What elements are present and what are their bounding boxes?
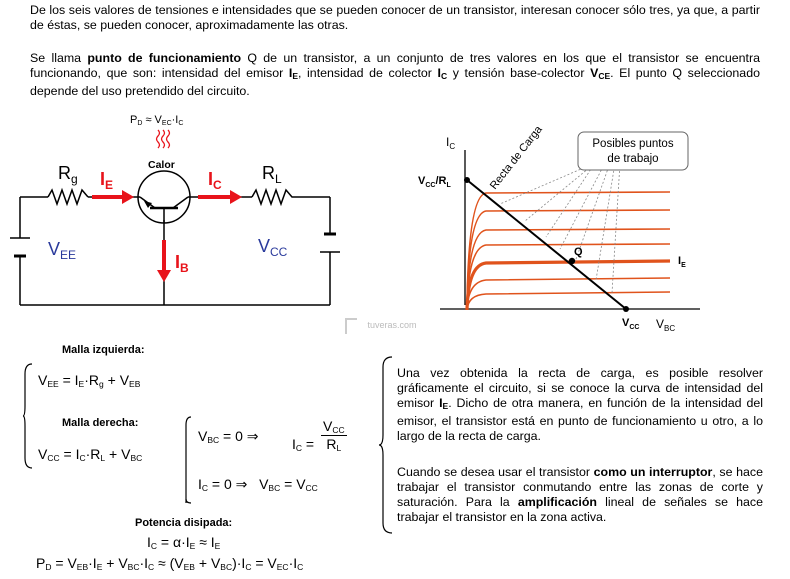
explain-brace: [378, 355, 394, 535]
equation-ic-zero: $I_C = 0$ ⇒ $V_{BC} = V_{CC}$: [198, 476, 318, 493]
malla-izquierda-label: Malla izquierda:: [62, 344, 145, 356]
intro-text-2c: , intensidad de colector: [298, 66, 438, 80]
rg-label: $R_g$: [58, 163, 78, 186]
implies-icon-2: ⇒: [235, 476, 248, 492]
ic-arrow-icon: [198, 190, 242, 204]
punto-funcionamiento-term: punto de funcionamiento: [87, 51, 242, 65]
q-point: [569, 258, 575, 264]
vcc-rl-point: [464, 177, 470, 183]
explain-paragraph-2: [397, 465, 763, 525]
calor-label: Calor: [148, 159, 175, 171]
intro-text-2d: y tensión base-colector: [447, 66, 591, 80]
rg-resistor: [48, 190, 88, 204]
explain-text-1a: Una vez obtenida la recta de carga, es posible resolver gráficamente el circuito, si se conoce la curva de intensidad del emisor: [397, 366, 763, 410]
vbc-axis-label: $V_{BC}$: [656, 317, 676, 333]
right-brace: [183, 415, 193, 505]
heat-icon: [157, 130, 170, 148]
transistor-symbol: [138, 171, 190, 223]
ic-label: $I_C$: [208, 169, 222, 192]
equation-pd: $P_D = V_{EB}\cdot I_E + V_{BC}\cdot I_C \approx (V_{EB} + V_{BC})\cdot I_C = V_{EC}\cdot I_C$: [36, 555, 304, 572]
vee-battery: [10, 238, 30, 256]
ie-arrow-icon: [92, 190, 134, 204]
ib-label: $I_B$: [175, 252, 189, 275]
intro-text-2a: Se llama: [30, 51, 88, 65]
intro-text-1: De los seis valores de tensiones e intensidades que se pueden conocer de un transistor, interesan conocer sólo tres, ya que, a partir de éstas, se pueden conocer, aproximadamente las otras.: [30, 3, 760, 32]
vcc-label: $V_{CC}$: [258, 236, 288, 259]
load-line-graph: [400, 120, 720, 345]
callout-line2: de trabajo: [607, 153, 659, 165]
intro-text-2b: Q de un transistor, a un conjunto de tres valores en los que el transistor se encuentra funcionando, que son: intensidad del emisor: [30, 51, 760, 80]
explain-text-2c: lineal de señales se hace trabajar el transistor en la zona activa.: [397, 495, 763, 524]
interruptor-term: como un interruptor: [593, 465, 713, 479]
explain-text-1b: . Dicho de otra manera, en función de la intensidad del emisor, el transistor está en punto de funcionamiento u otro, a lo largo de la recta de carga.: [397, 396, 763, 443]
pd-formula: PD ≈ VEC·IC: [130, 114, 184, 127]
implies-icon: ⇒: [246, 428, 259, 444]
intro-text-2e: . El punto Q seleccionado depende del uso pretendido del circuito.: [30, 66, 760, 98]
vcc-battery: [320, 234, 340, 252]
ic-symbol: $I_C$: [437, 66, 448, 81]
ie-label: $I_E$: [100, 169, 114, 192]
ic-axis-label: $I_C$: [446, 135, 456, 151]
vcc-rl-label: $V_{CC}/R_L$: [418, 175, 451, 189]
intro-paragraph-2: [30, 51, 760, 99]
potencia-label: Potencia disipada:: [135, 517, 233, 529]
vcc-x-label: $V_{CC}$: [622, 317, 640, 331]
vee-label: $V_{EE}$: [48, 239, 77, 262]
explain-text-2a: Cuando se desea usar el transistor: [397, 465, 594, 479]
ie-symbol: $I_E$: [288, 66, 298, 81]
callout-leaders: [500, 163, 620, 293]
vce-symbol: $V_{CE}$: [590, 66, 611, 81]
equation-ic-frac: $I_C$ = $V_{CC}$ $R_L$: [292, 418, 345, 454]
amplificacion-term: amplificación: [517, 495, 597, 509]
watermark-text: tuveras.com: [367, 320, 417, 331]
left-brace: [22, 362, 34, 470]
q-label: Q: [574, 246, 583, 258]
transistor-circuit-diagram: [0, 100, 380, 320]
explain-paragraph-1: [397, 366, 763, 444]
explain-text-2b: , se hace trabajar el transistor conmutando entre las zonas de corte y saturación. Para la: [397, 465, 763, 509]
callout-line1: Posibles puntos: [592, 138, 674, 150]
intro-paragraph-1: [30, 3, 760, 33]
ie-curve-label: $I_E$: [678, 255, 686, 269]
watermark-logo-icon: [345, 318, 357, 334]
vcc-point: [623, 306, 629, 312]
equation-ic-alpha: $I_C = \alpha\cdot I_E \approx I_E$: [147, 534, 221, 551]
equation-vbc-zero: $V_{BC} = 0$ ⇒: [198, 428, 259, 445]
malla-derecha-label: Malla derecha:: [62, 417, 139, 429]
recta-label: Recta de Carga: [487, 123, 545, 192]
rl-label: $R_L$: [262, 163, 282, 186]
equation-vcc: $V_{CC} = I_C\cdot R_L + V_{BC}$: [38, 446, 143, 463]
rl-resistor: [252, 190, 300, 204]
equation-vee: $V_{EE} = I_E\cdot R_g + V_{EB}$: [38, 372, 141, 389]
ib-arrow-icon: [157, 240, 171, 282]
explain-ie-symbol: $I_E$: [439, 396, 449, 411]
ie-curves: [467, 192, 670, 310]
